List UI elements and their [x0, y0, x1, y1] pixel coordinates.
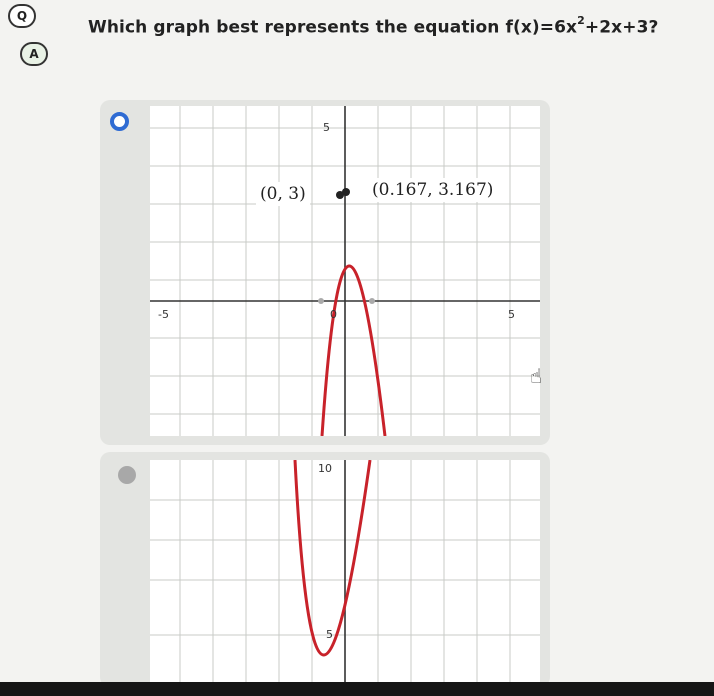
qa-badges: [6, 4, 52, 68]
radio-button-option-1[interactable]: [110, 112, 129, 131]
question-badge: Q: [8, 4, 36, 28]
hand-pointer-icon: ☝: [530, 364, 543, 388]
point-vertex: [342, 188, 350, 196]
point-root-left: [318, 298, 324, 304]
tick-label-y-5: 5: [326, 628, 333, 641]
tick-label-x-5: 5: [508, 308, 515, 321]
point-root-right: [369, 298, 375, 304]
equation-part-b: +2x+3?: [584, 17, 659, 38]
question-text: [88, 16, 658, 38]
graph-option-2: [150, 460, 540, 682]
question-prefix: Which graph best represents the equation: [88, 17, 506, 38]
tick-label-origin: 0: [330, 308, 337, 321]
answer-badge: A: [20, 42, 48, 66]
equation-part-a: f(x)=6x: [505, 17, 578, 38]
tick-label-y-5: 5: [323, 121, 330, 134]
point-label-y-intercept: (0, 3): [256, 182, 310, 206]
graph-option-1: [150, 106, 543, 436]
tick-label-y-10: 10: [318, 462, 332, 475]
radio-button-option-2[interactable]: [118, 466, 136, 484]
footer-bar: [0, 682, 714, 696]
tick-label-x-neg5: -5: [158, 308, 169, 321]
equation-exponent: 2: [577, 14, 585, 27]
point-label-vertex: (0.167, 3.167): [368, 178, 497, 202]
